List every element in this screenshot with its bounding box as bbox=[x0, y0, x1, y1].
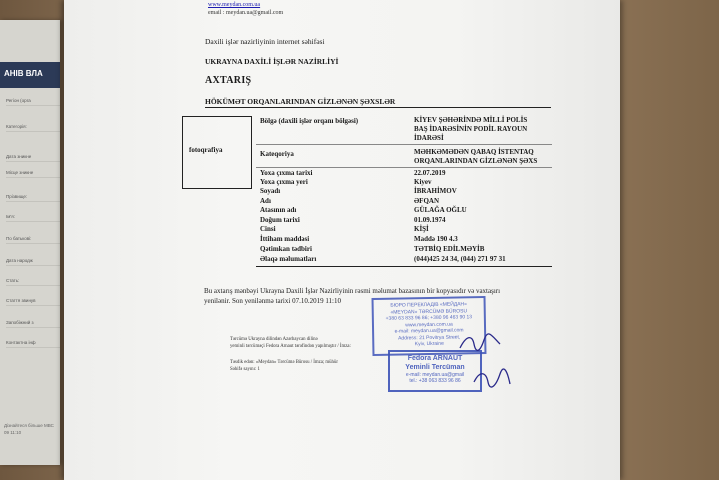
source-note: Bu axtarış mənbəyi Ukrayna Daxili İşlər Nazirliyinin rəsmi məlumat bazasının bir kopyasıdır və vaxtaşırı bbox=[204, 287, 501, 295]
background-item: Категорія: bbox=[6, 124, 60, 132]
row-value-sex: KİŞİ bbox=[414, 225, 429, 233]
signature-icon bbox=[458, 332, 502, 354]
background-footer bbox=[4, 422, 58, 436]
stamp-line: Kyiv, Ukraine bbox=[414, 340, 444, 348]
stamp-line: БЮРО ПЕРЕКЛАДІВ «МЕЙДАН» bbox=[390, 301, 467, 309]
photo-placeholder bbox=[182, 116, 252, 189]
approval-note: Təsdik edən: «Meydan» Tərcümə Bürosu / İmza; mühür bbox=[230, 360, 338, 365]
row-label-sex: Cinsi bbox=[260, 225, 276, 233]
background-item: Прізвище: bbox=[6, 194, 60, 202]
translator-stamp-email: e-mail: meydan.ua@gmail bbox=[405, 372, 465, 378]
background-item: Стаття звинув bbox=[6, 298, 60, 306]
row-value-charge: Maddə 190 4.3 bbox=[414, 235, 458, 243]
signature-icon bbox=[472, 368, 512, 390]
row-label-missing-date: Yoxa çıxma tarixi bbox=[260, 169, 313, 177]
document-subtitle: HÖKÜMƏT ORQANLARINDAN GİZLƏNƏN ŞƏXSLƏR bbox=[205, 97, 396, 106]
background-footer-line: Дізнайтеся більше МВС bbox=[4, 423, 54, 428]
row-value-contact: (044)425 24 34, (044) 271 97 31 bbox=[414, 255, 506, 263]
row-value-region: KİYEV ŞƏHƏRİNDƏ MİLLİ POLİS BAŞ İDARƏSİNİN PODİL RAYOUN İDARƏSİ bbox=[414, 116, 528, 142]
background-item: Місце зникне bbox=[6, 170, 60, 178]
row-label-name: Adı bbox=[260, 197, 271, 205]
row-value-name: ƏFQAN bbox=[414, 197, 440, 205]
stamp-line: «MEYDAN» TƏRCÜMƏ BÜROSU bbox=[390, 307, 468, 316]
background-item: Дата зникне bbox=[6, 154, 60, 162]
page-count: Səhifə sayını: 1 bbox=[230, 367, 260, 372]
row-label-region: Bölgə (daxili işlər orqanı bölgəsi) bbox=[260, 117, 359, 125]
row-value-patronymic: GÜLAĞA OĞLU bbox=[414, 206, 467, 214]
translator-note: yeminli tərcüməçi Fedora Arnaut tərəfindən yapılmıştır / İmza: bbox=[230, 344, 351, 349]
row-value-birth-date: 01.09.1974 bbox=[414, 216, 446, 224]
translator-stamp-title: Yeminli Tercüman bbox=[405, 364, 465, 371]
divider bbox=[205, 107, 551, 108]
background-item: Запобіжний з bbox=[6, 320, 60, 328]
stamp-line: Address: 21 Povitrya Street, bbox=[398, 333, 461, 342]
translator-stamp-name: Fedora ARNAUT bbox=[407, 355, 463, 362]
website-link[interactable]: www.meydan.com.ua bbox=[208, 2, 261, 8]
ministry-name: UKRAYNA DAXİLİ İŞLƏR NAZİRLİYİ bbox=[205, 57, 339, 66]
row-divider bbox=[256, 144, 552, 145]
background-document bbox=[0, 20, 60, 465]
photo-label: fotoqrafiya bbox=[189, 146, 223, 154]
translator-stamp-phone: tel.: +38 063 833 96 86 bbox=[409, 378, 461, 384]
row-label-measure: Qətimkan tədbiri bbox=[260, 245, 312, 253]
row-label-surname: Soyadı bbox=[260, 187, 281, 195]
row-value-surname: İBRAHİMOV bbox=[414, 187, 457, 195]
row-label-contact: Əlaqə məlumatları bbox=[260, 255, 317, 263]
stamp-line: e-mail: meydan.ua@gmail.com bbox=[394, 327, 464, 335]
email-line: email : meydan.ua@gmail.com bbox=[208, 10, 284, 16]
row-value-category: MƏHKƏMƏDƏN QABAQ İSTENTAQ ORQANLARINDAN GİZLƏNƏN ŞƏXS bbox=[414, 148, 538, 165]
translator-note: Tərcümə Ukrayna dilindən Azərbaycan dilinə bbox=[230, 337, 318, 342]
row-label-charge: İttiham maddəsi bbox=[260, 235, 310, 243]
translator-stamp bbox=[388, 350, 482, 392]
background-item: Дата народж bbox=[6, 258, 60, 266]
stamp-line: www.meydan.com.ua bbox=[405, 321, 453, 328]
row-value-missing-date: 22.07.2019 bbox=[414, 169, 446, 177]
background-footer-line: 09 11:10 bbox=[4, 430, 22, 435]
row-divider bbox=[256, 167, 552, 168]
background-item: Контактна інф bbox=[6, 340, 60, 348]
background-item: Регіон (орга bbox=[6, 98, 60, 106]
row-value-missing-place: Kiyev bbox=[414, 178, 432, 186]
stamp-line: +380 63 833 96 86; +380 96 463 90 13 bbox=[385, 314, 473, 322]
translated-document bbox=[64, 0, 620, 480]
background-item: Ім'я: bbox=[6, 214, 60, 222]
row-label-missing-place: Yoxa çıxma yeri bbox=[260, 178, 308, 186]
document-title: AXTARIŞ bbox=[205, 75, 252, 86]
background-item: По батькові: bbox=[6, 236, 60, 244]
row-value-measure: TƏTBİQ EDİLMƏYİB bbox=[414, 245, 485, 253]
background-item: Стать: bbox=[6, 278, 60, 286]
background-header: AHIB ВЛА bbox=[0, 62, 60, 88]
row-label-category: Kateqoriya bbox=[260, 150, 294, 158]
row-label-patronymic: Atasının adı bbox=[260, 206, 297, 214]
ministry-site-label: Daxili işlər nazirliyinin internet səhifəsi bbox=[205, 37, 325, 46]
source-note-date: yenilənir. Son yenilənmə tarixi 07.10.2019 11:10 bbox=[204, 297, 341, 305]
table-bottom-border bbox=[256, 266, 552, 267]
row-label-birth-date: Doğum tarixi bbox=[260, 216, 300, 224]
